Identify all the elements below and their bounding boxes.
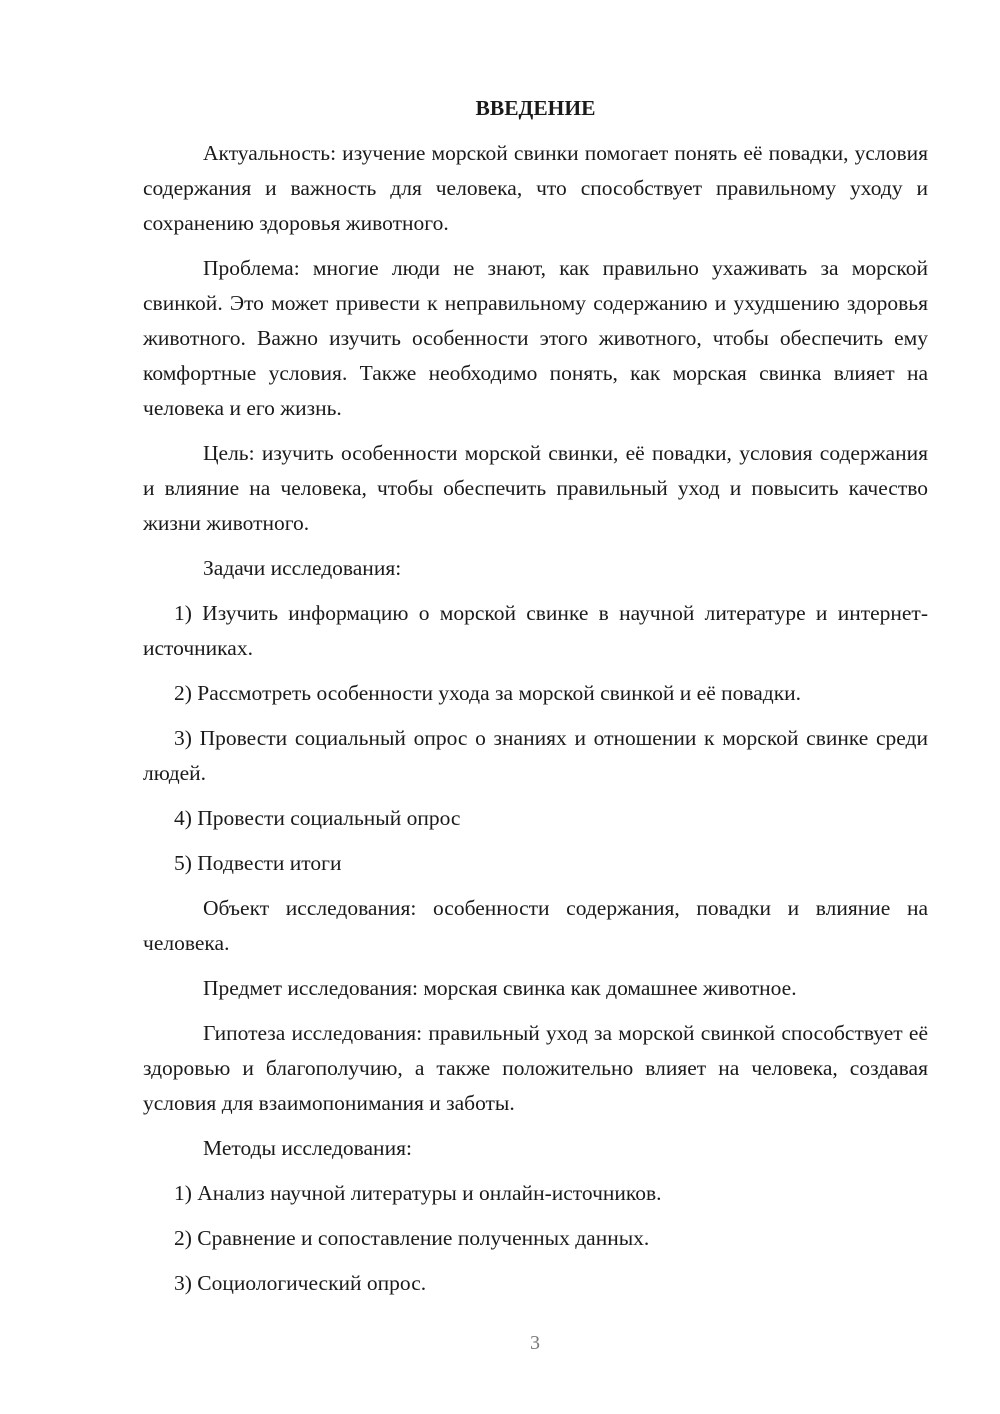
paragraph-relevance: Актуальность: изучение морской свинки помогает понять её повадки, условия содержания и важность для человека, что способствует правильному уходу и сохранению здоровья животного. <box>143 141 928 235</box>
section-heading: ВВЕДЕНИЕ <box>475 96 596 120</box>
paragraph-object: Объект исследования: особенности содержания, повадки и влияние на человека. <box>143 896 928 955</box>
task-item-1: 1) Изучить информацию о морской свинке в научной литературе и интернет-источниках. <box>143 601 928 660</box>
task-item-2: 2) Рассмотреть особенности ухода за морской свинкой и её повадки. <box>174 681 802 705</box>
paragraph-goal: Цель: изучить особенности морской свинки, её повадки, условия содержания и влияние на человека, чтобы обеспечить правильный уход и повысить качество жизни животного. <box>143 441 928 535</box>
method-item-1: 1) Анализ научной литературы и онлайн-источников. <box>174 1181 662 1205</box>
paragraph-hypothesis: Гипотеза исследования: правильный уход за морской свинкой способствует её здоровью и благополучию, а также положительно влияет на человека, создавая условия для взаимопонимания и заботы. <box>143 1021 928 1115</box>
paragraph-subject: Предмет исследования: морская свинка как домашнее животное. <box>203 976 797 1000</box>
paragraph-methods-title: Методы исследования: <box>203 1136 412 1160</box>
task-item-5: 5) Подвести итоги <box>174 851 342 875</box>
paragraph-tasks-title: Задачи исследования: <box>203 556 402 580</box>
page-number: 3 <box>530 1332 540 1354</box>
method-item-3: 3) Социологический опрос. <box>174 1271 427 1295</box>
page-content <box>143 91 928 1311</box>
paragraph-problem: Проблема: многие люди не знают, как правильно ухаживать за морской свинкой. Это может привести к неправильному содержанию и ухудшению здоровья животного. Важно изучить особенности этого животного, чтобы обеспечить ему комфортные условия. Также необходимо понять, как морская свинка влияет на человека и его жизнь. <box>143 256 928 420</box>
method-item-2: 2) Сравнение и сопоставление полученных данных. <box>174 1226 650 1250</box>
task-item-3: 3) Провести социальный опрос о знаниях и отношении к морской свинке среди людей. <box>143 726 928 785</box>
task-item-4: 4) Провести социальный опрос <box>174 806 461 830</box>
